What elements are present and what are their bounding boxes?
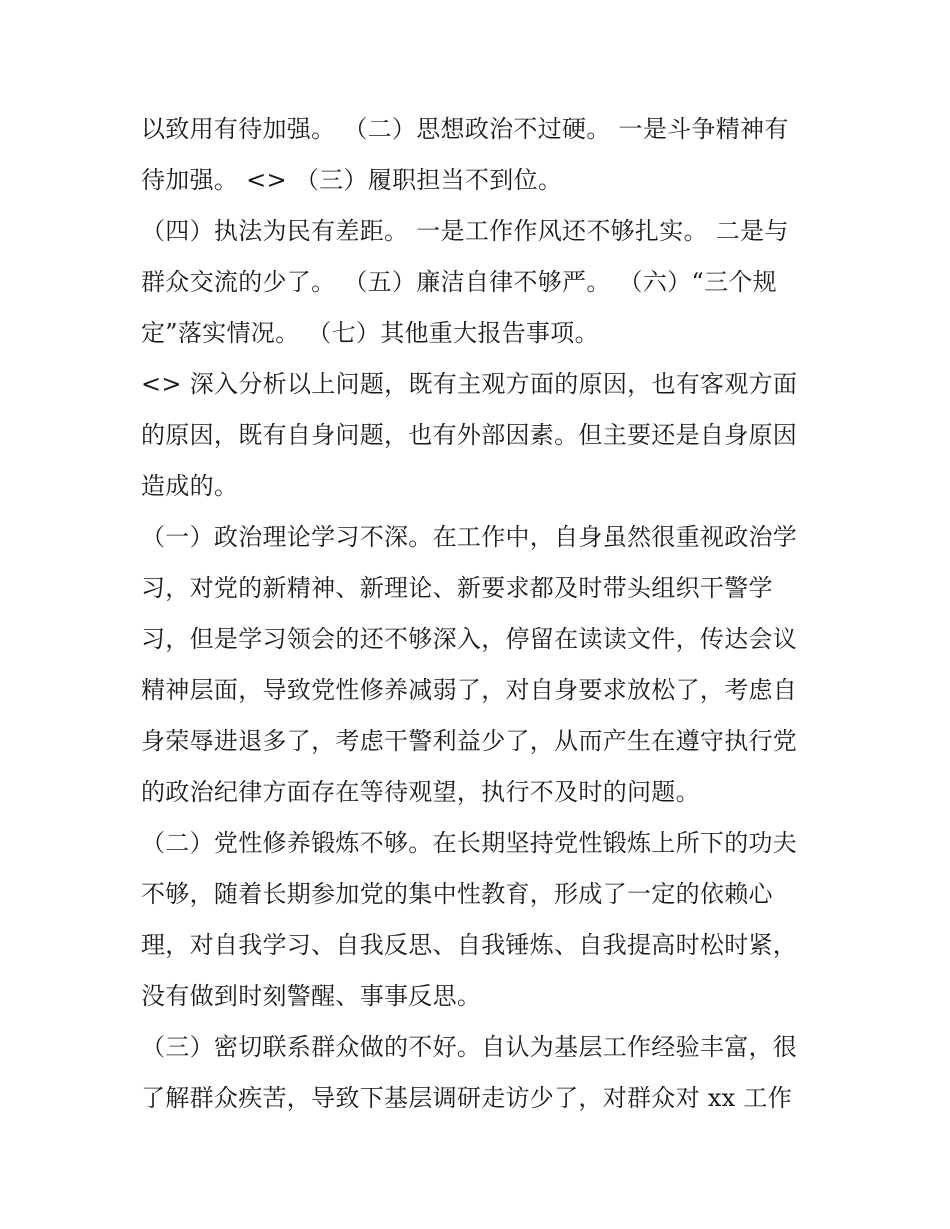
text-line: （四）执法为民有差距。 一是工作作风还不够扎实。 二是与: [141, 217, 789, 245]
text-line: 没有做到时刻警醒、事事反思。: [141, 982, 482, 1010]
text-line: 群众交流的少了。 （五）廉洁自律不够严。 （六）“三个规: [141, 268, 777, 296]
text-line: 身荣辱进退多了，考虑干警利益少了，从而产生在遵守执行党: [141, 727, 798, 755]
text-line: 不够，随着长期参加党的集中性教育，形成了一定的依赖心: [141, 880, 773, 908]
paragraph: [141, 359, 821, 512]
text-line: <> 深入分析以上问题，既有主观方面的原因，也有客观方面: [141, 370, 798, 398]
text-line: 了解群众疾苦，导致下基层调研走访少了，对群众对 xx 工作: [141, 1084, 793, 1112]
text-line: 理，对自我学习、自我反思、自我锤炼、自我提高时松时紧，: [141, 931, 798, 959]
text-line: 习，但是学习领会的还不够深入，停留在读读文件，传达会议: [141, 625, 798, 653]
paragraph: [141, 206, 821, 359]
text-line: （二）党性修养锻炼不够。在长期坚持党性锻炼上所下的功夫: [141, 829, 798, 857]
text-line: 习，对党的新精神、新理论、新要求都及时带头组织干警学: [141, 574, 773, 602]
text-line: 的原因，既有自身问题，也有外部因素。但主要还是自身原因: [141, 421, 798, 449]
paragraph: [141, 1022, 821, 1124]
paragraph: [141, 104, 821, 206]
text-line: 精神层面，导致党性修养减弱了，对自身要求放松了，考虑自: [141, 676, 798, 704]
paragraph: [141, 512, 821, 818]
text-line: 待加强。 <> （三）履职担当不到位。: [141, 166, 563, 194]
text-line: （一）政治理论学习不深。在工作中，自身虽然很重视政治学: [141, 523, 798, 551]
paragraph: [141, 818, 821, 1022]
text-line: 定”落实情况。 （七）其他重大报告事项。: [141, 319, 599, 347]
text-line: （三）密切联系群众做的不好。自认为基层工作经验丰富，很: [141, 1033, 798, 1061]
text-line: 的政治纪律方面存在等待观望，执行不及时的问题。: [141, 778, 700, 806]
text-line: 造成的。: [141, 472, 239, 500]
document-body: [141, 104, 821, 1124]
text-line: 以致用有待加强。 （二）思想政治不过硬。 一是斗争精神有: [141, 115, 789, 143]
